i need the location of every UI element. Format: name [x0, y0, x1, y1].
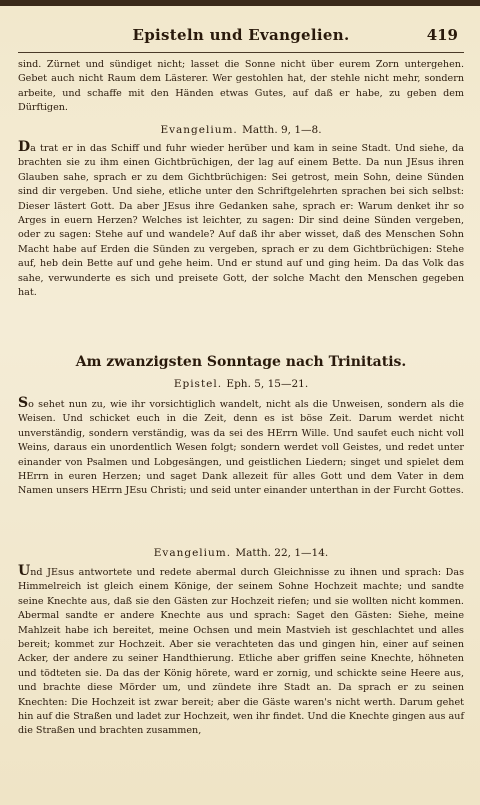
epistle-label: Epistel. — [173, 378, 223, 390]
epistle-dropcap: S — [18, 395, 29, 411]
page-header — [20, 26, 462, 52]
gospel-2-paragraph — [18, 564, 464, 739]
gospel-1-dropcap: D — [18, 139, 31, 155]
gospel-2-reference: Matth. 22, 1—14. — [235, 547, 329, 559]
epistle-reference: Eph. 5, 15—21. — [226, 378, 309, 390]
sunday-title: Am zwanzigsten Sonntage nach Trinitatis. — [75, 354, 407, 370]
epistle-text — [18, 396, 464, 499]
gospel-1-heading — [18, 124, 464, 136]
gospel-2-dropcap: U — [18, 563, 31, 579]
continued-paragraph: sind. Zürnet und sündiget nicht; lasset die Sonne nicht über eurem Zorn untergehen. Gebet auch nicht Raum dem Lästerer. Wer gestohlen hat, der stehle nicht mehr, sondern arbeite, und schaffe mit den Händen etwas Gutes, auf daß er habe, zu geben dem Dürftigen. — [18, 59, 464, 114]
gospel-2-label: Evangelium. — [153, 547, 232, 559]
page-top-edge — [0, 0, 480, 6]
gospel-2-text — [18, 564, 464, 739]
running-title: Episteln und Evangelien. — [132, 26, 350, 44]
gospel-2-heading — [18, 547, 464, 559]
header-rule — [18, 52, 464, 53]
gospel-1-reference: Matth. 9, 1—8. — [242, 124, 322, 136]
gospel-1-label: Evangelium. — [160, 124, 238, 136]
gospel-1-body: a trat er in das Schiff und fuhr wieder herüber und kam in seine Stadt. Und siehe, da brachten sie zu ihm einen Gichtbrüchigen, der lag auf einem Bette. Da nun JEsus ihren Glauben sahe, sprach er zu dem Gichtbrüchigen: Sei getrost, mein Sohn, deine Sünden sind dir vergeben. Und siehe, etliche unter den Schriftgelehrten sprachen bei sich selbst: Dieser lästert Gott. Da aber JEsus ihre Gedanken sahe, sprach er: Warum denket ihr so Arges in euern Herzen? Welches ist leichter, zu sagen: Dir sind deine Sünden vergeben, oder zu sagen: Stehe auf und wandele? Auf daß ihr aber wisset, daß des Menschen Sohn Macht habe auf Erden die Sünden zu vergeben, sprach er zu dem Gichtbrüchigen: Stehe auf, heb dein Bette auf und gehe heim. Und er stund auf und ging heim. Da das Volk das sahe, verwunderte es sich und preisete Gott, der solche Macht den Menschen gegeben hat. — [18, 143, 464, 299]
epistle-heading — [18, 378, 464, 390]
page-number: 419 — [426, 26, 458, 44]
gospel-1-text — [18, 140, 464, 300]
continued-text — [18, 58, 464, 116]
epistle-paragraph — [18, 396, 464, 499]
epistle-body: o sehet nun zu, wie ihr vorsichtiglich wandelt, nicht als die Unweisen, sondern als die Weisen. Und schicket euch in die Zeit, denn es ist böse Zeit. Darum werdet nicht unverständig, sondern verständig, was da sei des HErrn Wille. Und saufet euch nicht voll Weins, daraus ein unordentlich Wesen folgt; sondern werdet voll Geistes, und redet unter einander von Psalmen und Lobgesängen, und geistlichen Liedern; singet und spielet dem HErrn in euren Herzen; und saget Dank allezeit für alles Gott und dem Vater in dem Namen unsers HErrn JEsu Christi; und seid unter einander unterthan in der Furcht Gottes. — [18, 399, 464, 497]
gospel-2-body: nd JEsus antwortete und redete abermal durch Gleichnisse zu ihnen und sprach: Das Himmelreich ist gleich einem Könige, der seinem Sohne Hochzeit machte; und sandte seine Knechte aus, daß sie den Gästen zur Hochzeit riefen; und sie wollten nicht kommen. Abermal sandte er andere Knechte aus und sprach: Saget den Gästen: Siehe, meine Mahlzeit habe ich bereitet, meine Ochsen und mein Mastvieh ist geschlachtet und alles bereit; kommet zur Hochzeit. Aber sie verachteten das und gingen hin, einer auf seinen Acker, der andere zu seiner Handthierung. Etliche aber griffen seine Knechte, höhneten und tödteten sie. Da das der König hörete, ward er zornig, und schickte seine Heere aus, und brachte diese Mörder um, und zündete ihre Stadt an. Da sprach er zu seinen Knechten: Die Hochzeit ist zwar bereit; aber die Gäste waren's nicht werth. Darum gehet hin auf die Straßen und ladet zur Hochzeit, wen ihr findet. Und die Knechte gingen aus auf die Straßen und brachten zusammen, — [18, 567, 464, 737]
gospel-1-paragraph — [18, 140, 464, 300]
